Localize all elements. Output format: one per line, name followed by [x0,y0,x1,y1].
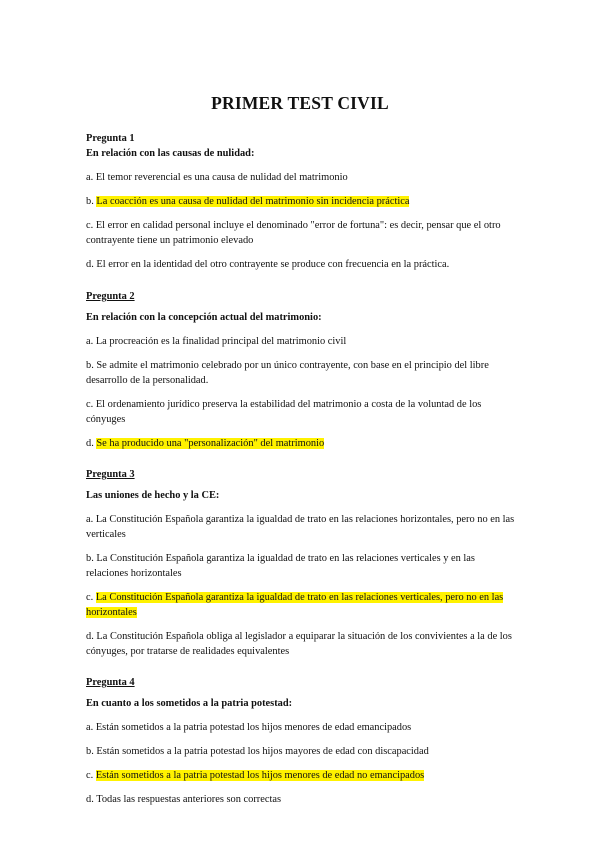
option-prefix: b. [86,360,94,371]
option-text: El temor reverencial es una causa de nulidad del matrimonio [95,172,348,183]
option-text: La procreación es la finalidad principal del matrimonio civil [95,336,347,347]
option-prefix: a. [86,336,94,347]
option-c [86,768,516,783]
highlighted-answer: La Constitución Española garantiza la igualdad de trato en las relaciones verticales, pero no en las horizontales [86,592,504,618]
question-stem: En relación con las causas de nulidad: [86,148,255,159]
option-c [86,218,516,248]
option-text: La Constitución Española garantiza la igualdad de trato en las relaciones horizontales, pero no en las verticales [86,514,515,540]
option-d [86,436,516,451]
option-b [86,744,516,759]
option-prefix: a. [86,172,94,183]
highlighted-answer: La coacción es una causa de nulidad del matrimonio sin incidencia práctica [96,196,410,207]
option-b [86,358,516,388]
option-a [86,170,516,185]
option-text: El ordenamiento jurídico preserva la estabilidad del matrimonio a costa de la voluntad de los cónyuges [86,399,482,425]
option-text: La Constitución Española garantiza la igualdad de trato en las relaciones verticales y en las relaciones horizontales [86,553,475,579]
option-text: Están sometidos a la patria potestad los hijos mayores de edad con discapacidad [96,746,429,757]
option-a [86,720,516,735]
option-d [86,257,516,272]
option-prefix: b. [86,553,94,564]
option-a [86,512,516,542]
question-number: Pregunta 4 [86,677,135,688]
option-prefix: b. [86,746,94,757]
option-prefix: a. [86,722,94,733]
option-text: Todas las respuestas anteriores son correctas [96,794,282,805]
option-prefix: c. [86,399,94,410]
question-2 [86,289,516,451]
option-prefix: d. [86,259,94,270]
option-text: Están sometidos a la patria potestad los hijos menores de edad emancipados [95,722,412,733]
option-prefix: d. [86,438,94,449]
question-number: Pregunta 3 [86,469,135,480]
option-d [86,792,516,807]
highlighted-answer: Se ha producido una "personalización" del matrimonio [96,438,325,449]
option-b [86,194,516,209]
document-title: PRIMER TEST CIVIL [211,93,389,113]
option-prefix: a. [86,514,94,525]
question-4 [86,675,516,807]
option-text: Se admite el matrimonio celebrado por un único contrayente, con base en el principio del libre desarrollo de la personalidad. [86,360,489,386]
option-a [86,334,516,349]
question-number: Pregunta 2 [86,291,135,302]
option-prefix: c. [86,770,94,781]
option-b [86,551,516,581]
option-prefix: d. [86,794,94,805]
option-prefix: d. [86,631,94,642]
option-text: El error en la identidad del otro contrayente se produce con frecuencia en la práctica. [96,259,450,270]
option-prefix: b. [86,196,94,207]
highlighted-answer: Están sometidos a la patria potestad los hijos menores de edad no emancipados [95,770,425,781]
option-d [86,629,516,659]
question-1 [86,131,516,272]
question-number: Pregunta 1 [86,133,135,144]
option-c [86,590,516,620]
question-stem: Las uniones de hecho y la CE: [86,490,220,501]
option-prefix: c. [86,592,94,603]
option-text: La Constitución Española obliga al legislador a equiparar la situación de los convivientes a la de los cónyuges, por tratarse de realidades equivalentes [86,631,512,657]
option-c [86,397,516,427]
question-3 [86,467,516,659]
option-text: El error en calidad personal incluye el denominado "error de fortuna": es decir, pensar que el otro contrayente tiene un patrimonio elevado [86,220,501,246]
question-stem: En relación con la concepción actual del matrimonio: [86,312,322,323]
option-prefix: c. [86,220,94,231]
question-stem: En cuanto a los sometidos a la patria potestad: [86,698,293,709]
